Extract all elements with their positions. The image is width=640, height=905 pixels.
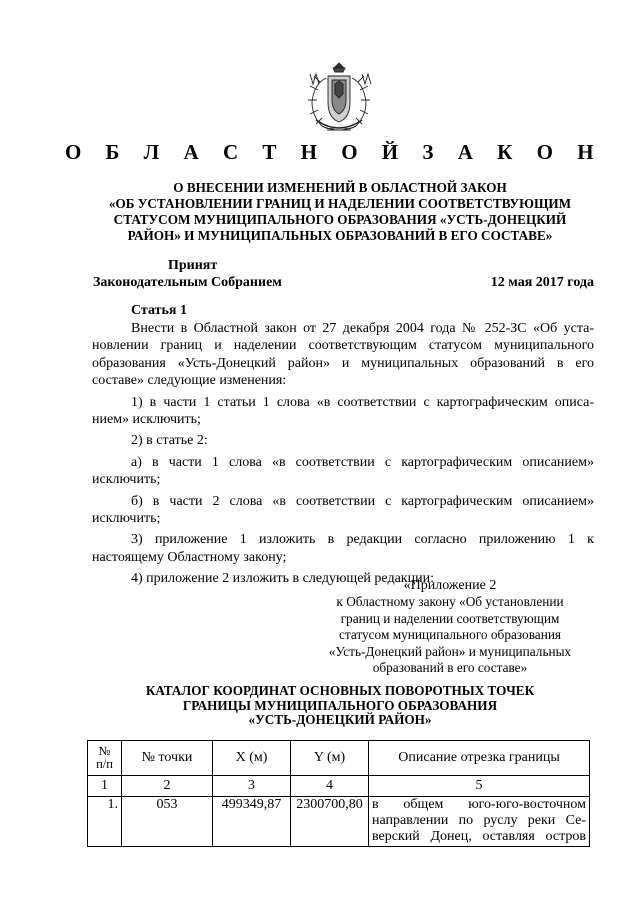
description-line: верский Донец, оставляя остров — [372, 829, 586, 844]
appendix-line: статусом муниципального образования — [338, 627, 562, 643]
appendix-line: границ и наделении соответствующим — [340, 610, 560, 626]
law-subtitle — [60, 180, 620, 244]
subtitle-line: РАЙОН» И МУНИЦИПАЛЬНЫХ ОБРАЗОВАНИЙ В ЕГО СОСТАВЕ» — [127, 228, 553, 243]
catalog-title — [80, 684, 600, 728]
adoption-date: 12 мая 2017 года — [490, 275, 594, 290]
subtitle-line: СТАТУСОМ МУНИЦИПАЛЬНОГО ОБРАЗОВАНИЯ «УСТЬ-ДОНЕЦКИЙ — [113, 212, 567, 227]
paragraph-line: нием» исключить; — [92, 412, 201, 428]
article-heading: Статья 1 — [131, 303, 187, 318]
paragraph-line: 3) приложение 1 изложить в редакции согласно приложению 1 к — [131, 532, 594, 548]
appendix-line: «Усть-Донецкий район» и муниципальных — [328, 643, 572, 659]
column-number: 2 — [122, 776, 213, 797]
segment-description — [369, 797, 590, 847]
header-point-number: № точки — [122, 741, 213, 776]
table-header-row — [88, 741, 590, 776]
column-number: 4 — [291, 776, 369, 797]
header-x: X (м) — [213, 741, 291, 776]
article-body — [92, 320, 594, 588]
paragraph-line: а) в части 1 слова «в соответствии с картографическим описанием» — [131, 454, 594, 470]
row-number: 1. — [88, 797, 122, 847]
x-coordinate: 499349,87 — [213, 797, 291, 847]
column-number: 5 — [369, 776, 590, 797]
paragraph-line: исключить; — [92, 511, 161, 527]
catalog-title-line: ГРАНИЦЫ МУНИЦИПАЛЬНОГО ОБРАЗОВАНИЯ — [182, 697, 498, 713]
catalog-title-line: КАТАЛОГ КООРДИНАТ ОСНОВНЫХ ПОВОРОТНЫХ ТОЧЕК — [145, 683, 535, 698]
column-number: 3 — [213, 776, 291, 797]
paragraph-line: новлении границ и наделении соответствующим статусом муниципального — [92, 338, 594, 354]
column-number: 1 — [88, 776, 122, 797]
paragraph-line: 1) в части 1 статьи 1 слова «в соответствии с картографическим описа- — [131, 394, 594, 410]
paragraph-line: Внести в Областной закон от 27 декабря 2004 года № 252-ЗС «Об уста- — [131, 321, 594, 336]
header-row-number: № п/п — [88, 741, 122, 776]
coat-of-arms-emblem — [302, 60, 376, 136]
subtitle-line: «ОБ УСТАНОВЛЕНИИ ГРАНИЦ И НАДЕЛЕНИИ СООТВЕТСТВУЮЩИМ — [108, 196, 572, 211]
header-y: Y (м) — [291, 741, 369, 776]
adoption-label: Принят — [168, 258, 218, 273]
subtitle-line: О ВНЕСЕНИИ ИЗМЕНЕНИЙ В ОБЛАСТНОЙ ЗАКОН — [173, 180, 507, 195]
column-number-row — [88, 776, 590, 797]
header-description: Описание отрезка границы — [369, 741, 590, 776]
point-number: 053 — [122, 797, 213, 847]
paragraph-line: б) в части 2 слова «в соответствии с картографическим описанием» — [131, 493, 594, 509]
appendix-line: «Приложение 2 — [403, 578, 497, 593]
paragraph-line: исключить; — [92, 472, 161, 488]
coordinates-table — [87, 740, 590, 847]
law-title: О Б Л А С Т Н О Й З А К О Н — [64, 140, 604, 164]
paragraph-line: 2) в статье 2: — [131, 433, 208, 449]
appendix-line: образований в его составе» — [372, 660, 528, 676]
description-line: в общем юго-юго-восточном — [372, 797, 586, 812]
y-coordinate: 2300700,80 — [291, 797, 369, 847]
paragraph-line: составе» следующие изменения: — [92, 373, 287, 389]
adoption-body: Законодательным Собранием — [93, 275, 282, 290]
paragraph-line: образования «Усть-Донецкий район» и муниципальных образований в его — [92, 355, 594, 371]
appendix-line: к Областному закону «Об установлении — [336, 594, 564, 610]
paragraph-line: 4) приложение 2 изложить в следующей редакции: — [131, 571, 434, 587]
table-row — [88, 797, 590, 847]
appendix-reference — [300, 578, 600, 676]
description-line: направлении по руслу реки Се- — [372, 813, 586, 828]
catalog-title-line: «УСТЬ-ДОНЕЦКИЙ РАЙОН» — [248, 712, 432, 728]
paragraph-line: настоящему Областному закону; — [92, 549, 287, 565]
